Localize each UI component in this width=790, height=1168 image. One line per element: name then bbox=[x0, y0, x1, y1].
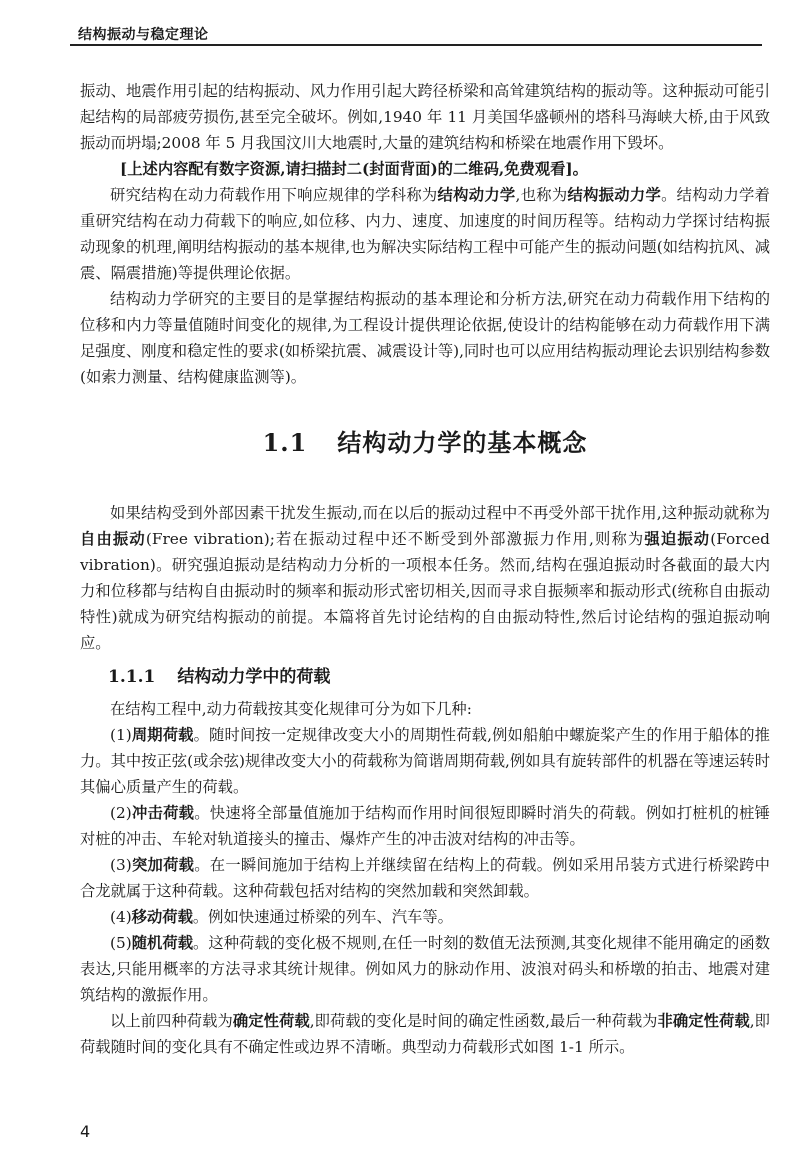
term-free-vibration: 自由振动 bbox=[80, 530, 146, 548]
header-rule bbox=[70, 44, 762, 46]
page-body bbox=[80, 78, 770, 1060]
intro-paragraph-1: 振动、地震作用引起的结构振动、风力作用引起大跨径桥梁和高耸建筑结构的振动等。这种振动可能引起结构的局部疲劳损伤,甚至完全破坏。例如,1940 年 11 月美国华盛顿州的塔科马海峡大桥,由于风致振动而坍塌;2008 年 5 月我国汶川大地震时,大量的建筑结构和桥梁在地震作用下毁坏。 bbox=[80, 82, 770, 152]
section-title: 结构动力学的基本概念 bbox=[337, 428, 588, 457]
term-impact-load: 冲击荷载 bbox=[131, 804, 195, 822]
term-forced-vibration: 强迫振动 bbox=[644, 530, 711, 548]
subsection-title: 结构动力学中的荷载 bbox=[177, 667, 331, 687]
term-nondeterministic-load: 非确定性荷载 bbox=[657, 1012, 750, 1030]
subsection-heading bbox=[80, 664, 770, 690]
term-deterministic-load: 确定性荷载 bbox=[232, 1012, 310, 1030]
intro-paragraph-3: 结构动力学研究的主要目的是掌握结构振动的基本理论和分析方法,研究在动力荷载作用下结构的位移和内力等量值随时间变化的规律,为工程设计提供理论依据,使设计的结构能够在动力荷载作用下满足强度、刚度和稳定性的要求(如桥梁抗震、减震设计等),同时也可以应用结构振动理论去识别结构参数(如索力测量、结构健康监测等)。 bbox=[80, 290, 770, 386]
running-header: 结构振动与稳定理论 bbox=[78, 27, 209, 43]
digital-resource-notice: [上述内容配有数字资源,请扫描封二(封面背面)的二维码,免费观看]。 bbox=[120, 160, 588, 178]
section-number: 1.1 bbox=[262, 428, 308, 457]
term-moving-load: 移动荷载 bbox=[131, 908, 193, 926]
page-number: 4 bbox=[80, 1122, 91, 1141]
term-periodic-load: 周期荷载 bbox=[131, 726, 194, 744]
list-item: (4)移动荷载。例如快速通过桥梁的列车、汽车等。 bbox=[110, 908, 453, 926]
list-item: (2)冲击荷载。快速将全部量值施加于结构而作用时间很短即瞬时消失的荷载。例如打桩机的桩锤对桩的冲击、车轮对轨道接头的撞击、爆炸产生的冲击波对结构的冲击等。 bbox=[80, 804, 770, 848]
section-heading bbox=[80, 430, 770, 456]
list-item: (1)周期荷载。随时间按一定规律改变大小的周期性荷载,例如船舶中螺旋桨产生的作用于船体的推力。其中按正弦(或余弦)规律改变大小的荷载称为简谐周期荷载,例如具有旋转部件的机器在等速运转时其偏心质量产生的荷载。 bbox=[80, 726, 770, 796]
subsection-intro: 在结构工程中,动力荷载按其变化规律可分为如下几种: bbox=[110, 700, 472, 718]
section-paragraph-1: 如果结构受到外部因素干扰发生振动,而在以后的振动过程中不再受外部干扰作用,这种振动就称为自由振动(Free vibration);若在振动过程中还不断受到外部激振力作用,则称为强迫振动(Forced vibration)。研究强迫振动是结构动力分析的一项根本任务。然而,结构在强迫振动时各截面的最大内力和位移都与结构自由振动时的频率和振动形式密切相关,因而寻求自振频率和振动形式(统称自由振动特性)就成为研究结构振动的前提。本篇将首先讨论结构的自由振动特性,然后讨论结构的强迫振动响应。 bbox=[80, 504, 770, 652]
term-random-load: 随机荷载 bbox=[131, 934, 194, 952]
closing-paragraph: 以上前四种荷载为确定性荷载,即荷载的变化是时间的确定性函数,最后一种荷载为非确定性荷载,即荷载随时间的变化具有不确定性或边界不清晰。典型动力荷载形式如图 1-1 所示。 bbox=[80, 1012, 770, 1056]
list-item: (3)突加荷载。在一瞬间施加于结构上并继续留在结构上的荷载。例如采用吊装方式进行桥梁跨中合龙就属于这种荷载。这种荷载包括对结构的突然加载和突然卸载。 bbox=[80, 856, 770, 900]
intro-paragraph-2: 研究结构在动力荷载作用下响应规律的学科称为结构动力学,也称为结构振动力学。结构动力学着重研究结构在动力荷载下的响应,如位移、内力、速度、加速度的时间历程等。结构动力学探讨结构振动现象的机理,阐明结构振动的基本规律,也为解决实际结构工程中可能产生的振动问题(如结构抗风、减震、隔震措施)等提供理论依据。 bbox=[80, 186, 770, 282]
subsection-number: 1.1.1 bbox=[108, 667, 156, 687]
term-structural-dynamics: 结构动力学 bbox=[437, 186, 516, 204]
term-sudden-load: 突加荷载 bbox=[131, 856, 195, 874]
term-structural-vibration-mechanics: 结构振动力学 bbox=[567, 186, 662, 204]
list-item: (5)随机荷载。这种荷载的变化极不规则,在任一时刻的数值无法预测,其变化规律不能用确定的函数表达,只能用概率的方法寻求其统计规律。例如风力的脉动作用、波浪对码头和桥墩的拍击、地震对建筑结构的激振作用。 bbox=[80, 934, 770, 1004]
